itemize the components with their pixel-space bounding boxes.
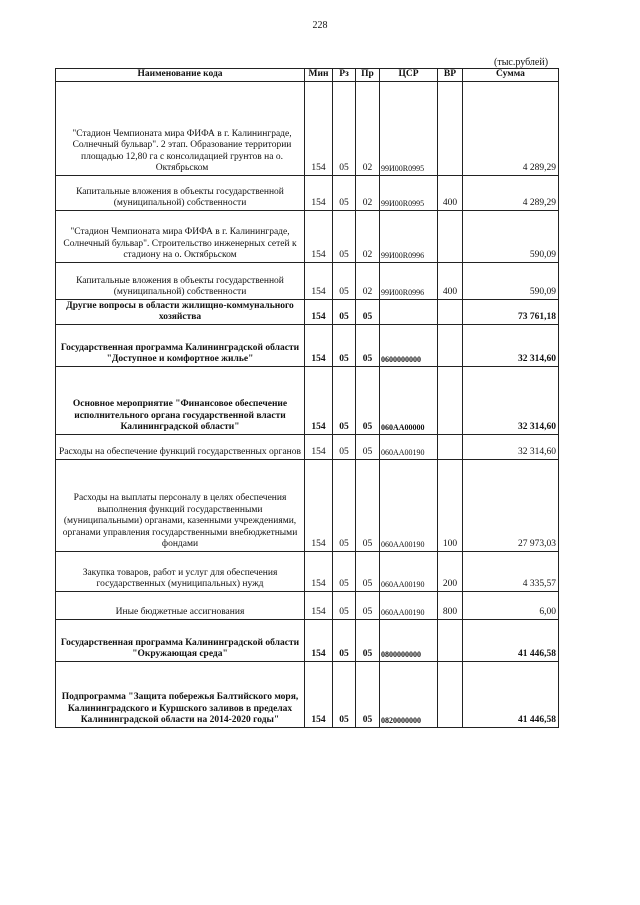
row-pr: 02 bbox=[356, 210, 380, 262]
row-name: Капитальные вложения в объекты государственной (муниципальной) собственности bbox=[56, 262, 305, 299]
units-label: (тыс.рублей) bbox=[494, 57, 549, 68]
row-min: 154 bbox=[305, 459, 333, 551]
row-sum: 41 446,58 bbox=[463, 619, 559, 661]
row-pr: 02 bbox=[356, 262, 380, 299]
table-row bbox=[56, 551, 559, 591]
row-min: 154 bbox=[305, 210, 333, 262]
table-row bbox=[56, 175, 559, 210]
row-sum: 32 314,60 bbox=[463, 366, 559, 434]
header-vr: ВР bbox=[438, 69, 463, 82]
header-min: Мин bbox=[305, 69, 333, 82]
table-row bbox=[56, 434, 559, 459]
row-csr: 0800000000 bbox=[380, 619, 438, 661]
row-sum: 4 289,29 bbox=[463, 81, 559, 175]
row-min: 154 bbox=[305, 551, 333, 591]
table-row bbox=[56, 661, 559, 727]
row-vr bbox=[438, 324, 463, 366]
table-row bbox=[56, 262, 559, 299]
row-pr: 05 bbox=[356, 299, 380, 324]
row-pr: 05 bbox=[356, 366, 380, 434]
row-pr: 05 bbox=[356, 324, 380, 366]
row-pr: 05 bbox=[356, 619, 380, 661]
row-vr bbox=[438, 619, 463, 661]
row-name: Основное мероприятие "Финансовое обеспечение исполнительного органа государственной власти Калининградской области" bbox=[56, 366, 305, 434]
table-row bbox=[56, 591, 559, 619]
row-rz: 05 bbox=[333, 81, 356, 175]
row-name: Расходы на обеспечение функций государственных органов bbox=[56, 434, 305, 459]
row-vr bbox=[438, 366, 463, 434]
row-sum: 4 335,57 bbox=[463, 551, 559, 591]
row-min: 154 bbox=[305, 262, 333, 299]
row-rz: 05 bbox=[333, 661, 356, 727]
row-sum: 27 973,03 bbox=[463, 459, 559, 551]
row-rz: 05 bbox=[333, 459, 356, 551]
row-csr: 060АА00190 bbox=[380, 551, 438, 591]
row-vr bbox=[438, 210, 463, 262]
row-vr bbox=[438, 434, 463, 459]
row-vr bbox=[438, 661, 463, 727]
row-rz: 05 bbox=[333, 262, 356, 299]
row-name: Государственная программа Калининградской области "Окружающая среда" bbox=[56, 619, 305, 661]
row-min: 154 bbox=[305, 434, 333, 459]
row-name: Другие вопросы в области жилищно-коммунального хозяйства bbox=[56, 299, 305, 324]
row-rz: 05 bbox=[333, 175, 356, 210]
row-csr: 060АА00190 bbox=[380, 459, 438, 551]
row-rz: 05 bbox=[333, 551, 356, 591]
row-name: Капитальные вложения в объекты государственной (муниципальной) собственности bbox=[56, 175, 305, 210]
table-row bbox=[56, 619, 559, 661]
row-min: 154 bbox=[305, 81, 333, 175]
row-name: "Стадион Чемпионата мира ФИФА в г. Калининграде, Солнечный бульвар". Строительство инженерных сетей к стадиону на о. Октябрьском bbox=[56, 210, 305, 262]
row-rz: 05 bbox=[333, 210, 356, 262]
row-name: Иные бюджетные ассигнования bbox=[56, 591, 305, 619]
row-name: "Стадион Чемпионата мира ФИФА в г. Калининграде, Солнечный бульвар". 2 этап. Образование территории площадью 12,80 га с консолидацией грунтов на о. Октябрьском bbox=[56, 81, 305, 175]
row-rz: 05 bbox=[333, 299, 356, 324]
row-pr: 05 bbox=[356, 591, 380, 619]
row-vr: 400 bbox=[438, 175, 463, 210]
row-sum: 41 446,58 bbox=[463, 661, 559, 727]
row-name: Расходы на выплаты персоналу в целях обеспечения выполнения функций государственными (муниципальными) органами, казенными учреждениями, органами управления государственными внебюджетными фондами bbox=[56, 459, 305, 551]
row-sum: 590,09 bbox=[463, 210, 559, 262]
row-pr: 05 bbox=[356, 434, 380, 459]
row-name: Государственная программа Калининградской области "Доступное и комфортное жилье" bbox=[56, 324, 305, 366]
row-csr: 99И00R0995 bbox=[380, 81, 438, 175]
header-rz: Рз bbox=[333, 69, 356, 82]
row-rz: 05 bbox=[333, 366, 356, 434]
row-sum: 32 314,60 bbox=[463, 324, 559, 366]
row-min: 154 bbox=[305, 324, 333, 366]
row-csr: 0820000000 bbox=[380, 661, 438, 727]
row-pr: 05 bbox=[356, 551, 380, 591]
row-csr: 99И00R0995 bbox=[380, 175, 438, 210]
header-csr: ЦСР bbox=[380, 69, 438, 82]
row-vr: 100 bbox=[438, 459, 463, 551]
row-min: 154 bbox=[305, 299, 333, 324]
row-pr: 05 bbox=[356, 661, 380, 727]
row-csr: 060АА00190 bbox=[380, 434, 438, 459]
row-vr: 800 bbox=[438, 591, 463, 619]
row-sum: 32 314,60 bbox=[463, 434, 559, 459]
row-csr: 99И00R0996 bbox=[380, 210, 438, 262]
row-csr: 060АА00190 bbox=[380, 591, 438, 619]
row-csr: 060АА00000 bbox=[380, 366, 438, 434]
row-vr bbox=[438, 81, 463, 175]
table-row bbox=[56, 299, 559, 324]
row-rz: 05 bbox=[333, 619, 356, 661]
row-min: 154 bbox=[305, 619, 333, 661]
row-rz: 05 bbox=[333, 434, 356, 459]
page-number: 228 bbox=[312, 20, 328, 31]
row-csr: 0600000000 bbox=[380, 324, 438, 366]
table-row bbox=[56, 366, 559, 434]
row-csr bbox=[380, 299, 438, 324]
table-row bbox=[56, 324, 559, 366]
row-vr bbox=[438, 299, 463, 324]
table-row bbox=[56, 81, 559, 175]
row-name: Подпрограмма "Защита побережья Балтийского моря, Калининградского и Куршского заливов в пределах Калининградской области на 2014-2020 годы" bbox=[56, 661, 305, 727]
row-rz: 05 bbox=[333, 324, 356, 366]
row-sum: 6,00 bbox=[463, 591, 559, 619]
row-pr: 02 bbox=[356, 175, 380, 210]
budget-table bbox=[55, 68, 559, 728]
row-sum: 590,09 bbox=[463, 262, 559, 299]
row-vr: 400 bbox=[438, 262, 463, 299]
row-vr: 200 bbox=[438, 551, 463, 591]
header-name: Наименование кода bbox=[56, 69, 305, 82]
row-min: 154 bbox=[305, 366, 333, 434]
row-min: 154 bbox=[305, 661, 333, 727]
header-pr: Пр bbox=[356, 69, 380, 82]
row-name: Закупка товаров, работ и услуг для обеспечения государственных (муниципальных) нужд bbox=[56, 551, 305, 591]
row-csr: 99И00R0996 bbox=[380, 262, 438, 299]
table-row bbox=[56, 210, 559, 262]
row-pr: 05 bbox=[356, 459, 380, 551]
table-header-row bbox=[56, 69, 559, 82]
row-pr: 02 bbox=[356, 81, 380, 175]
row-min: 154 bbox=[305, 175, 333, 210]
header-sum: Сумма bbox=[463, 69, 559, 82]
row-sum: 73 761,18 bbox=[463, 299, 559, 324]
row-sum: 4 289,29 bbox=[463, 175, 559, 210]
row-min: 154 bbox=[305, 591, 333, 619]
table-row bbox=[56, 459, 559, 551]
row-rz: 05 bbox=[333, 591, 356, 619]
